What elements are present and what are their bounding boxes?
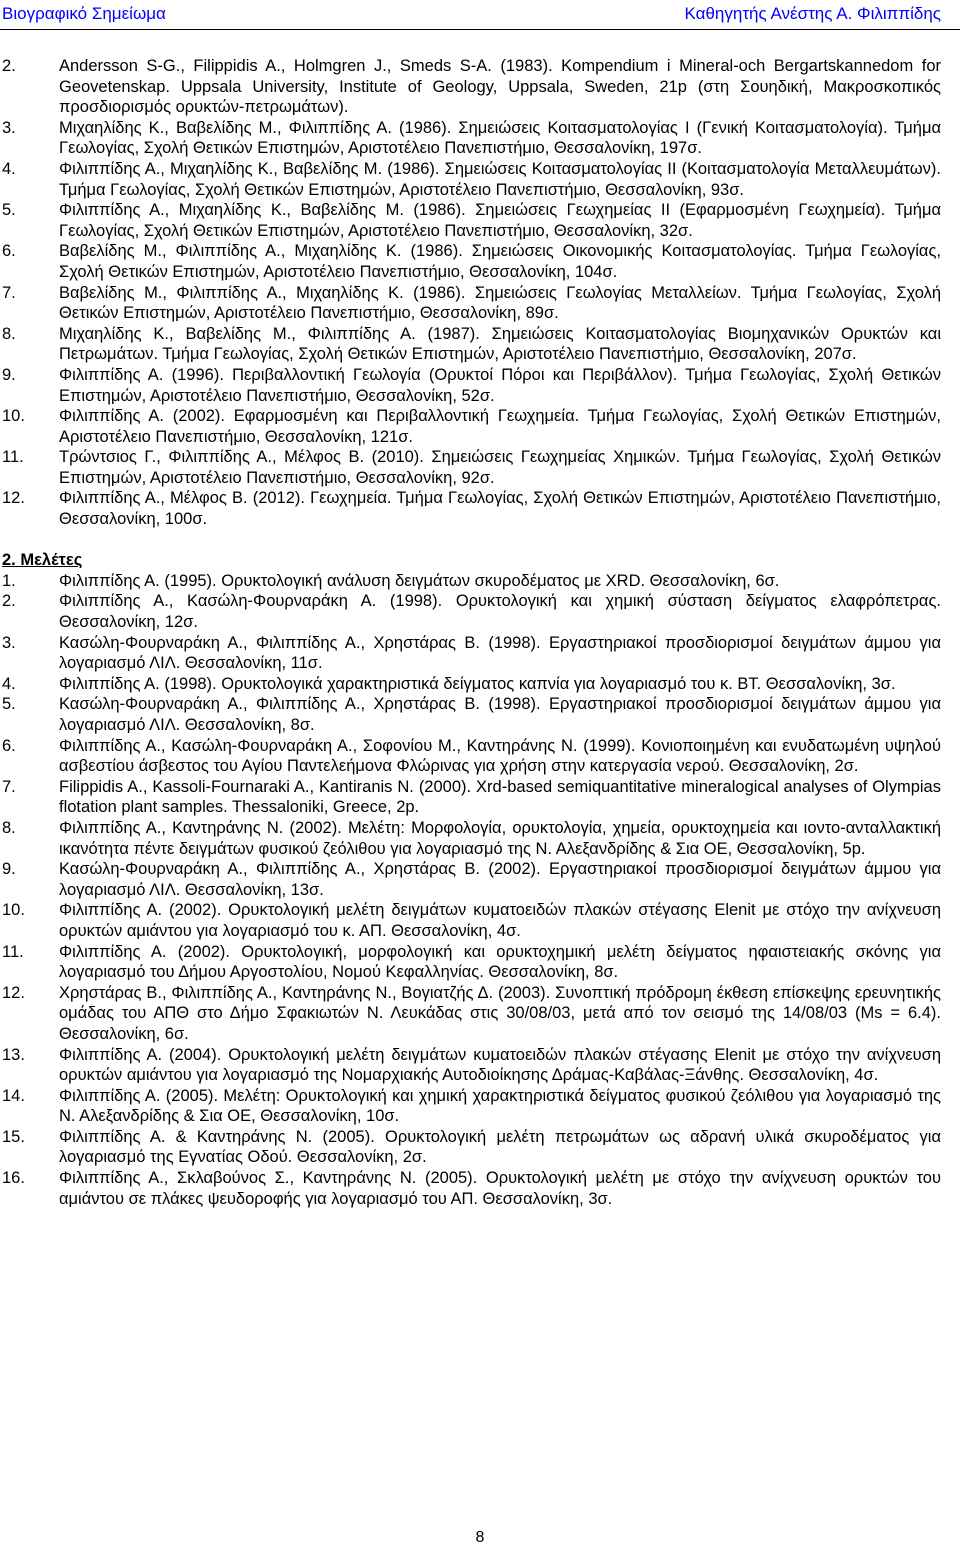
list-item-number: 9.	[2, 365, 16, 384]
list-item-number: 6.	[2, 242, 16, 261]
list-item-number: 5.	[2, 201, 16, 220]
list-item-text: Φιλιππίδης Α., Κασώλη-Φουρναράκη Α., Σοφονίου Μ., Καντηράνης Ν. (1999). Κονιοποιημένη και ενυδατωμένη υψηλού ασβεστίου άσβεστος του Αγίου Παντελεήμονα Φλώρινας για χρήση στην κατεργασία νερού. Θεσσαλονίκη, 2σ.	[59, 736, 941, 776]
textbooks-list	[0, 56, 960, 530]
list-item-text: Φιλιππίδης Α., Μιχαηλίδης Κ., Βαβελίδης Μ. (1986). Σημειώσεις Κοιτασματολογίας ΙΙ (Κοιτασματολογία Μεταλλευμάτων). Τμήμα Γεωλογίας, Σχολή Θετικών Επιστημών, Αριστοτέλειο Πανεπιστήμιο, Θεσσαλονίκη, 93σ.	[59, 159, 941, 199]
list-item	[0, 56, 960, 118]
header-right-title: Καθηγητής Ανέστης Α. Φιλιππίδης	[684, 4, 941, 23]
list-item	[0, 777, 960, 818]
list-item-number: 11.	[2, 942, 24, 961]
list-item-text: Φιλιππίδης Α., Σκλαβούνος Σ., Καντηράνης Ν. (2005). Ορυκτολογική μελέτη με στόχο την ανίχνευση ορυκτών του αμιάντου σε πλάκες ψευδοροφής για λογαριασμό του ΑΠ. Θεσσαλονίκη, 3σ.	[59, 1169, 941, 1208]
list-item-text: Χρηστάρας Β., Φιλιππίδης Α., Καντηράνης Ν., Βογιατζής Δ. (2003). Συνοπτική πρόδρομη έκθεση επίσκεψης ερευνητικής ομάδας του ΑΠΘ στο Δήμο Σφακιωτών Ν. Λευκάδας στις 30/08/03, μετά από τον σεισμό της 14/08/03 (Ms = 6.4). Θεσσαλονίκη, 6σ.	[59, 983, 941, 1043]
list-item-text: Μιχαηλίδης Κ., Βαβελίδης Μ., Φιλιππίδης Α. (1987). Σημειώσεις Κοιτασματολογίας Βιομηχανικών Ορυκτών και Πετρωμάτων. Τμήμα Γεωλογίας, Σχολή Θετικών Επιστημών, Αριστοτέλειο Πανεπιστήμιο, Θεσσαλονίκη, 207σ.	[59, 324, 941, 364]
list-item	[0, 118, 960, 159]
page-number: 8	[475, 1529, 485, 1546]
list-item	[0, 736, 960, 777]
list-item	[0, 159, 960, 200]
list-item-text: Andersson S-G., Filippidis A., Holmgren J., Smeds S-A. (1983). Kompendium i Mineral-och Bergartskannedom for Geovetenskap. Uppsala University, Institute of Geology, Uppsala, Sweden, 21p (στη Σουηδική, Μακροσκοπικός προσδιορισμός ορυκτών-πετρωμάτων).	[59, 57, 941, 117]
list-item-text: Φιλιππίδης Α. (2005). Μελέτη: Ορυκτολογική και χημική χαρακτηριστικά δείγματος φυσικού ζεόλιθου για λογαριασμό της Ν. Αλεξανδρίδης & Σια ΟΕ, Θεσσαλονίκη, 10σ.	[59, 1086, 941, 1126]
header-left-title: Βιογραφικό Σημείωμα	[2, 4, 166, 23]
list-item	[0, 591, 960, 632]
list-item	[0, 1127, 960, 1168]
list-item-text: Filippidis A., Kassoli-Fournaraki A., Kantiranis N. (2000). Xrd-based semiquantitative mineralogical analyses of Olympias flotation plant samples. Thessaloniki, Greece, 2p.	[59, 777, 941, 817]
list-item	[0, 983, 960, 1045]
list-item-number: 12.	[2, 983, 25, 1002]
list-item-text: Βαβελίδης Μ., Φιλιππίδης Α., Μιχαηλίδης Κ. (1986). Σημειώσεις Οικονομικής Κοιτασματολογίας. Τμήμα Γεωλογίας, Σχολή Θετικών Επιστημών, Αριστοτέλειο Πανεπιστήμιο, Θεσσαλονίκη, 104σ.	[59, 242, 941, 281]
list-item-number: 7.	[2, 283, 16, 302]
list-item	[0, 365, 960, 406]
list-item-number: 3.	[2, 633, 16, 652]
list-item	[0, 900, 960, 941]
list-item-number: 5.	[2, 695, 16, 714]
list-item	[0, 1086, 960, 1127]
list-item	[0, 674, 960, 695]
list-item-text: Φιλιππίδης Α., Κασώλη-Φουρναράκη Α. (1998). Ορυκτολογική και χημική σύσταση δείγματος ελαφρόπετρας. Θεσσαλονίκη, 12σ.	[59, 592, 941, 632]
list-item	[0, 488, 960, 529]
list-item	[0, 406, 960, 447]
page-header	[0, 0, 960, 30]
list-item	[0, 694, 960, 735]
list-item	[0, 1045, 960, 1086]
list-item-number: 11.	[2, 448, 24, 467]
list-item-text: Φιλιππίδης Α. & Καντηράνης Ν. (2005). Ορυκτολογική μελέτη πετρωμάτων ως αδρανή υλικά σκυροδέματος για λογαριασμό της Εγνατίας Οδού. Θεσσαλονίκη, 2σ.	[59, 1127, 941, 1167]
list-item-number: 2.	[2, 592, 16, 611]
list-item-text: Φιλιππίδης Α. (2004). Ορυκτολογική μελέτη δειγμάτων κυματοειδών πλακών στέγασης Elenit με στόχο την ανίχνευση ορυκτών αμιάντου για λογαριασμό της Νομαρχιακής Αυτοδιοίκησης Δράμας-Καβάλας-Ξάνθης. Θεσσαλονίκη, 4σ.	[59, 1045, 941, 1085]
list-item-text: Κασώλη-Φουρναράκη Α., Φιλιππίδης Α., Χρηστάρας Β. (2002). Εργαστηριακοί προσδιορισμοί δειγμάτων άμμου για λογαριασμό ΛΙΛ. Θεσσαλονίκη, 13σ.	[59, 860, 941, 899]
list-item-text: Φιλιππίδης Α. (2002). Ορυκτολογική μελέτη δειγμάτων κυματοειδών πλακών στέγασης Elenit με στόχο την ανίχνευση ορυκτών αμιάντου για λογαριασμό του κ. ΑΠ. Θεσσαλονίκη, 4σ.	[59, 901, 941, 940]
list-item-text: Μιχαηλίδης Κ., Βαβελίδης Μ., Φιλιππίδης Α. (1986). Σημειώσεις Κοιτασματολογίας Ι (Γενική Κοιτασματολογία). Τμήμα Γεωλογίας, Σχολή Θετικών Επιστημών, Αριστοτέλειο Πανεπιστήμιο, Θεσσαλονίκη, 197σ.	[59, 118, 941, 158]
list-item-number: 2.	[2, 57, 16, 75]
list-item	[0, 241, 960, 282]
document-body	[0, 56, 960, 1209]
studies-list	[0, 571, 960, 1209]
list-item-number: 4.	[2, 159, 16, 178]
list-item-text: Κασώλη-Φουρναράκη Α., Φιλιππίδης Α., Χρηστάρας Β. (1998). Εργαστηριακοί προσδιορισμοί δειγμάτων άμμου για λογαριασμό ΛΙΛ. Θεσσαλονίκη, 11σ.	[59, 633, 941, 673]
list-item-text: Κασώλη-Φουρναράκη Α., Φιλιππίδης Α., Χρηστάρας Β. (1998). Εργαστηριακοί προσδιορισμοί δειγμάτων άμμου για λογαριασμό ΛΙΛ. Θεσσαλονίκη, 8σ.	[59, 695, 941, 734]
list-item-number: 10.	[2, 901, 25, 920]
list-item	[0, 859, 960, 900]
list-item-text: Φιλιππίδης Α. (1995). Ορυκτολογική ανάλυση δειγμάτων σκυροδέματος με XRD. Θεσσαλονίκη, 6σ.	[59, 571, 780, 590]
list-item-text: Φιλιππίδης Α. (2002). Ορυκτολογική, μορφολογική και ορυκτοχημική μελέτη δείγματος ηφαιστειακής σκόνης για λογαριασμό του Δήμου Αργοστολίου, Νομού Κεφαλληνίας. Θεσσαλονίκη, 8σ.	[59, 942, 941, 982]
list-item-number: 9.	[2, 860, 16, 879]
list-item-number: 1.	[2, 571, 16, 590]
list-item	[0, 633, 960, 674]
list-item-number: 12.	[2, 489, 25, 508]
list-item	[0, 571, 960, 592]
list-item-text: Φιλιππίδης Α., Καντηράνης Ν. (2002). Μελέτη: Μορφολογία, ορυκτολογία, χημεία, ορυκτοχημεία και ιοντο-ανταλλακτική ικανότητα πέντε δειγμάτων φυσικού ζεόλιθου για λογαριασμό της Ν. Αλεξανδρίδης & Σια ΟΕ, Θεσσαλονίκη, 5p.	[59, 818, 941, 858]
list-item-number: 14.	[2, 1086, 25, 1105]
list-item-number: 7.	[2, 777, 16, 796]
list-item-text: Βαβελίδης Μ., Φιλιππίδης Α., Μιχαηλίδης Κ. (1986). Σημειώσεις Γεωλογίας Μεταλλείων. Τμήμα Γεωλογίας, Σχολή Θετικών Επιστημών, Αριστοτέλειο Πανεπιστήμιο, Θεσσαλονίκη, 89σ.	[59, 283, 941, 323]
list-item-number: 6.	[2, 736, 16, 755]
list-item-text: Φιλιππίδης Α., Μέλφος Β. (2012). Γεωχημεία. Τμήμα Γεωλογίας, Σχολή Θετικών Επιστημών, Αριστοτέλειο Πανεπιστήμιο, Θεσσαλονίκη, 100σ.	[59, 489, 941, 529]
list-item-text: Φιλιππίδης Α. (1996). Περιβαλλοντική Γεωλογία (Ορυκτοί Πόροι και Περιβάλλον). Τμήμα Γεωλογίας, Σχολή Θετικών Επιστημών, Αριστοτέλειο Πανεπιστήμιο, Θεσσαλονίκη, 52σ.	[59, 365, 941, 405]
list-item	[0, 942, 960, 983]
section-heading-studies: 2. Μελέτες	[2, 551, 83, 570]
list-item-number: 16.	[2, 1169, 25, 1188]
list-item-number: 8.	[2, 324, 16, 343]
list-item-text: Φιλιππίδης Α., Μιχαηλίδης Κ., Βαβελίδης Μ. (1986). Σημειώσεις Γεωχημείας ΙΙ (Εφαρμοσμένη Γεωχημεία). Τμήμα Γεωλογίας, Σχολή Θετικών Επιστημών, Αριστοτέλειο Πανεπιστήμιο, Θεσσαλονίκη, 32σ.	[59, 201, 941, 240]
list-item-text: Φιλιππίδης Α. (1998). Ορυκτολογικά χαρακτηριστικά δείγματος καπνία για λογαριασμό του κ. ΒΤ. Θεσσαλονίκη, 3σ.	[59, 674, 896, 693]
list-item	[0, 200, 960, 241]
list-item	[0, 818, 960, 859]
list-item-number: 4.	[2, 674, 16, 693]
list-item	[0, 447, 960, 488]
list-item-number: 3.	[2, 118, 16, 137]
list-item-text: Φιλιππίδης Α. (2002). Εφαρμοσμένη και Περιβαλλοντική Γεωχημεία. Τμήμα Γεωλογίας, Σχολή Θετικών Επιστημών, Αριστοτέλειο Πανεπιστήμιο, Θεσσαλονίκη, 121σ.	[59, 407, 941, 446]
list-item	[0, 1168, 960, 1209]
list-item-number: 8.	[2, 818, 16, 837]
list-item-number: 15.	[2, 1127, 25, 1146]
list-item-number: 10.	[2, 407, 25, 426]
list-item	[0, 283, 960, 324]
list-item-number: 13.	[2, 1045, 25, 1064]
list-item-text: Τρώντσιος Γ., Φιλιππίδης Α., Μέλφος Β. (2010). Σημειώσεις Γεωχημείας Χημικών. Τμήμα Γεωλογίας, Σχολή Θετικών Επιστημών, Αριστοτέλειο Πανεπιστήμιο, Θεσσαλονίκη, 92σ.	[59, 448, 941, 487]
list-item	[0, 324, 960, 365]
